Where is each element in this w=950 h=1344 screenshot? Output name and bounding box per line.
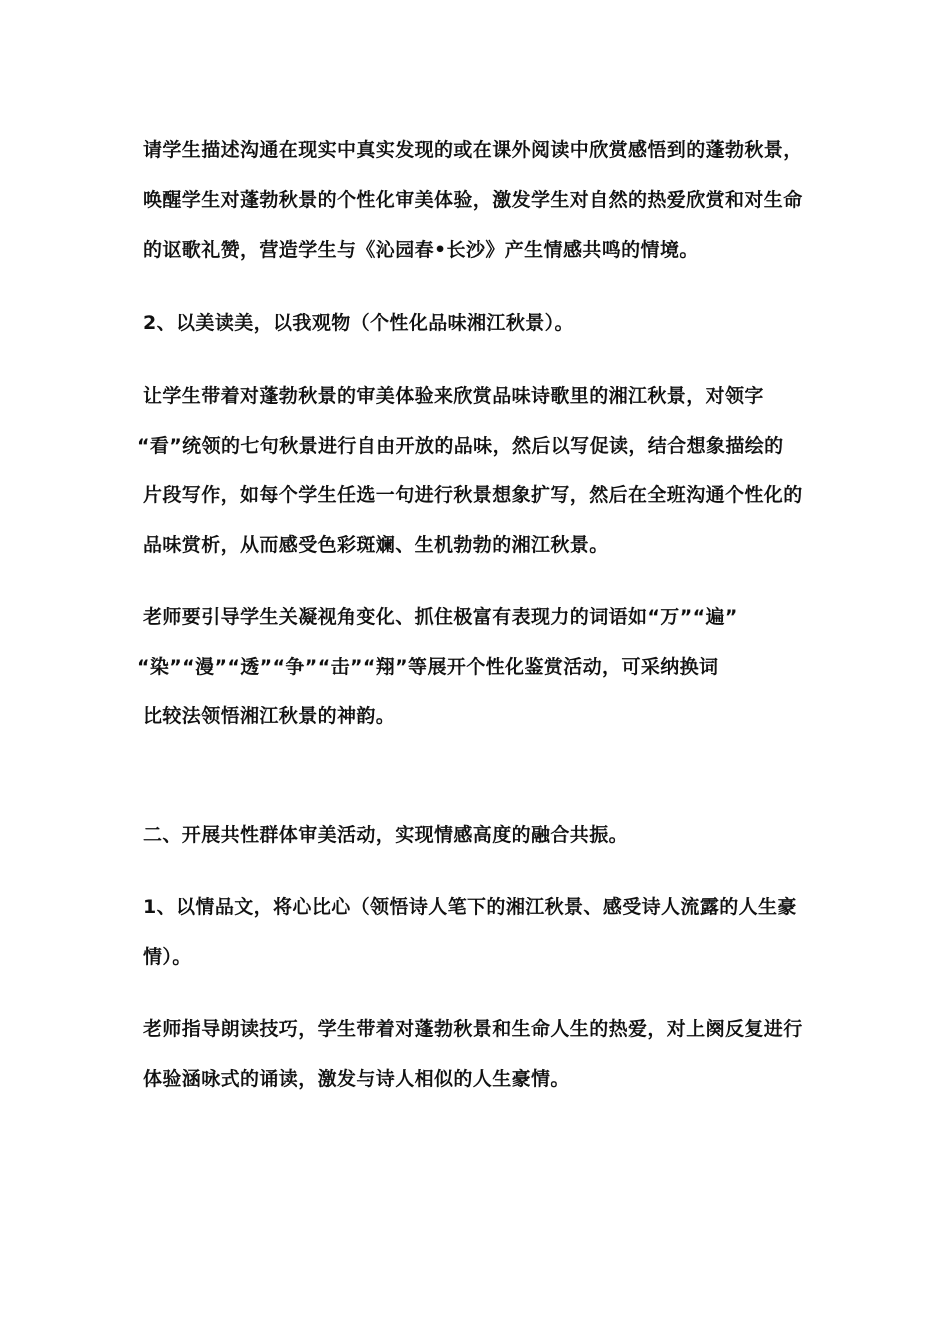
- paragraph-3-line-3: 片段写作，如每个学生任选一句进行秋景想象扩写，然后在全班沟通个性化的: [143, 484, 803, 506]
- section-heading-2: 2、以美读美，以我观物（个性化品味湘江秋景）。: [143, 312, 574, 334]
- paragraph-3-line-1: 让学生带着对蓬勃秋景的审美体验来欣赏品味诗歌里的湘江秋景，对领字: [143, 385, 764, 407]
- section-heading-er: 二、开展共性群体审美活动，实现情感高度的融合共振。: [143, 824, 629, 846]
- paragraph-7-line-2: 体验涵咏式的诵读，激发与诗人相似的人生豪情。: [143, 1068, 570, 1090]
- paragraph-4-line-3: 比较法领悟湘江秋景的神韵。: [143, 705, 396, 727]
- section-heading-1-line-2: 情）。: [143, 946, 192, 968]
- paragraph-3-line-2: “看”统领的七句秋景进行自由开放的品味，然后以写促读，结合想象描绘的: [137, 435, 784, 457]
- paragraph-4-line-1: 老师要引导学生关凝视角变化、抓住极富有表现力的词语如“万”“遍”: [143, 606, 738, 628]
- paragraph-4-line-2: “染”“漫”“透”“争”“击”“翔”等展开个性化鉴赏活动，可采纳换词: [137, 656, 719, 678]
- paragraph-1-line-1: 请学生描述沟通在现实中真实发现的或在课外阅读中欣赏感悟到的蓬勃秋景，: [143, 139, 803, 161]
- section-heading-1-line-1: 1、以情品文，将心比心（领悟诗人笔下的湘江秋景、感受诗人流露的人生豪: [143, 896, 797, 918]
- paragraph-3-line-4: 品味赏析，从而感受色彩斑斓、生机勃勃的湘江秋景。: [143, 534, 609, 556]
- paragraph-1-line-2: 唤醒学生对蓬勃秋景的个性化审美体验，激发学生对自然的热爱欣赏和对生命: [143, 189, 803, 211]
- paragraph-1-line-3: 的讴歌礼赞，营造学生与《沁园春•长沙》产生情感共鸣的情境。: [143, 239, 699, 261]
- paragraph-7-line-1: 老师指导朗读技巧，学生带着对蓬勃秋景和生命人生的热爱，对上阕反复进行: [143, 1018, 803, 1040]
